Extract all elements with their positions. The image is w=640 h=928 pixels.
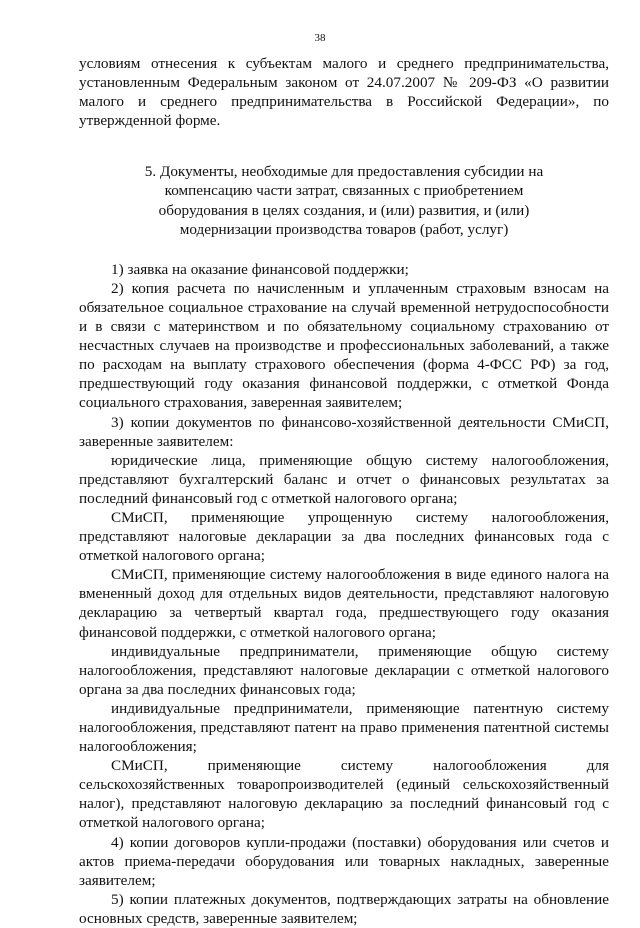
paragraph-1: 1) заявка на оказание финансовой поддержки; — [111, 260, 409, 278]
paragraph-10: 4) копии договоров купли-продажи (поставки) оборудования или счетов и актов приема-передачи оборудования или товарных накладных, заверенные заявителем; — [79, 833, 609, 889]
paragraph-8: индивидуальные предприниматели, применяющие патентную систему налогообложения, представляют патент на право применения патентной системы налогообложения; — [79, 699, 609, 756]
section-heading: 5. Документы, необходимые для предоставления субсидии на компенсацию части затрат, связанных с приобретением оборудования в целях создания, и (или) развития, и (или) модернизации производства товаров (работ, услуг) — [144, 163, 544, 238]
document-body — [79, 54, 609, 928]
intro-paragraph: условиям отнесения к субъектам малого и среднего предпринимательства, установленным Федеральным законом от 24.07.2007 № 209-ФЗ «О развитии малого и среднего предпринимательства в Российской Федерации», по утвержденной форме. — [79, 55, 609, 130]
paragraph-7: индивидуальные предприниматели, применяющие общую систему налогообложения, представляют налоговые декларации с отметкой налогового органа за два последних финансовых года; — [79, 642, 609, 698]
paragraph-2: 2) копия расчета по начисленным и уплаченным страховым взносам на обязательное социальное страхование на случай временной нетрудоспособности и в связи с материнством и по обязательному социальному страхованию от несчастных случаев на производстве и профессиональных заболеваний, а также по расходам на выплату страхового обеспечения (форма 4-ФСС РФ) за год, предшествующий году оказания финансовой поддержки, с отметкой Фонда социального страхования, заверенная заявителем; — [79, 279, 609, 412]
paragraph-3: 3) копии документов по финансово-хозяйственной деятельности СМиСП, заверенные заявителем: — [79, 413, 609, 450]
paragraph-6: СМиСП, применяющие систему налогообложения в виде единого налога на вмененный доход для отдельных видов деятельности, представляют налоговую декларацию за четвертый квартал года, предшествующего году оказания финансовой поддержки, с отметкой налогового органа; — [79, 566, 609, 641]
paragraph-5: СМиСП, применяющие упрощенную систему налогообложения, представляют налоговые декларации за два последних финансовых года с отметкой налогового органа; — [79, 508, 609, 565]
page-number: 38 — [314, 32, 326, 44]
paragraph-11: 5) копии платежных документов, подтверждающих затраты на обновление основных средств, заверенные заявителем; — [79, 890, 609, 927]
paragraph-4: юридические лица, применяющие общую систему налогообложения, представляют бухгалтерский баланс и отчет о финансовых результатах за последний финансовый год с отметкой налогового органа; — [79, 451, 609, 507]
paragraph-9: СМиСП, применяющие систему налогообложения для сельскохозяйственных товаропроизводителей (единый сельскохозяйственный налог), представляют налоговую декларацию за последний финансовый год с отметкой налогового органа; — [79, 757, 609, 832]
